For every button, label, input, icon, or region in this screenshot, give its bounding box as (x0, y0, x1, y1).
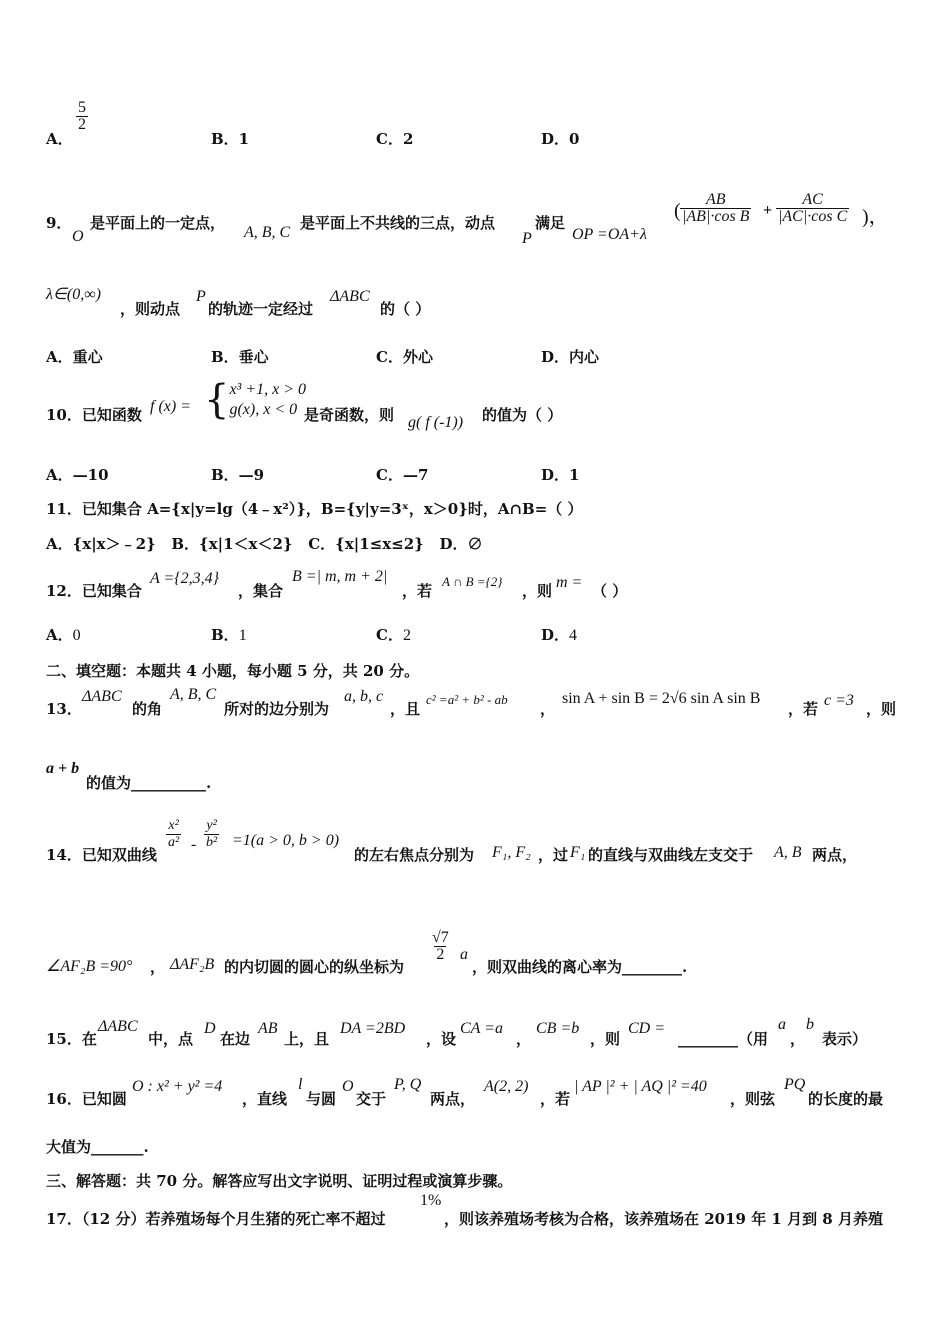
q10-expression: g( f (-1)) (408, 414, 464, 431)
q14-comma: ， (150, 958, 166, 976)
q16-line2: 大值为_______. (46, 1138, 149, 1156)
q16-text: 16．已知圆 (46, 1090, 127, 1108)
fraction-denominator: 2 (436, 946, 445, 963)
fraction-numerator: x² (168, 818, 179, 833)
q15-vector-b: CB =b (536, 1020, 580, 1037)
q15-text: ________（用 (678, 1030, 769, 1048)
option-value: 2 (402, 627, 411, 644)
fraction-denominator: b² (206, 835, 218, 850)
option-label: A． (46, 626, 73, 644)
minus-sign: - (191, 836, 197, 853)
q16-o: O (342, 1078, 354, 1095)
q14-text: 的内切圆的圆心的纵坐标为 (224, 958, 405, 976)
q14-equation: =1(a > 0, b > 0) (232, 832, 340, 849)
q16-line-l: l (298, 1076, 303, 1093)
q9-number: 9． (46, 214, 72, 232)
q13-text: 的角 (132, 700, 163, 718)
q15-text: 中，点 (148, 1030, 194, 1048)
fraction-numerator: 5 (78, 99, 86, 116)
q16-points: P, Q (394, 1076, 422, 1093)
q15-comma: ， (790, 1030, 806, 1048)
q12-text: 12．已知集合 (46, 582, 142, 600)
case-1: x³ +1, x > 0 (229, 381, 307, 398)
q12-text: ，则 (522, 582, 553, 600)
q8-option-b: B．1 (211, 130, 250, 148)
q9-line1 (46, 192, 926, 252)
q12-text: （ ） (592, 582, 628, 600)
q13-sides: a, b, c (344, 688, 384, 705)
q14-text: 两点， (812, 846, 858, 864)
q12-text: ，集合 (238, 582, 284, 600)
q8-option-c: C．2 (376, 130, 414, 148)
fraction-numerator: AB (705, 191, 726, 208)
q15-side: AB (258, 1020, 278, 1037)
fraction-numerator: AC (802, 191, 823, 208)
fraction-denominator: 2 (78, 116, 86, 133)
option-value: 4 (569, 627, 578, 644)
q13-equation-1: c² =a² + b² - ab (426, 692, 508, 707)
q16-circle: O : x² + y² =4 (132, 1078, 223, 1095)
q14-angle: ∠AF₂B =90° (46, 958, 133, 975)
q14-text: 14．已知双曲线 (46, 846, 157, 864)
q14-triangle: ΔAF₂B (170, 956, 215, 973)
q9-point-o: O (72, 228, 84, 245)
q12-option-d (541, 624, 577, 645)
case-2: g(x), x < 0 (229, 401, 298, 418)
option-label: D． (541, 626, 570, 644)
q9-text: 是平面上的一定点， (90, 214, 226, 232)
q15-text: 表示） (822, 1030, 868, 1048)
q16-text: 交于 (356, 1090, 387, 1108)
q13-text: 的值为__________. (86, 774, 212, 792)
q15-text: ，设 (426, 1030, 457, 1048)
fraction-denominator: |AB|·cos B (682, 208, 750, 225)
q11-options: A．{x|x＞﹣2} B．{x|1＜x＜2} C．{x|1≤x≤2} D．∅ (46, 535, 483, 553)
q14-fraction (428, 930, 453, 963)
q15-equation: DA =2BD (340, 1020, 406, 1037)
q9-fraction-1 (678, 192, 753, 225)
q9-option-b: B．垂心 (211, 348, 269, 366)
q9-option-c: C．外心 (376, 348, 433, 366)
q14-fraction-x (164, 818, 183, 851)
q10-option-b: B．—9 (211, 466, 265, 484)
q15-cd: CD = (628, 1020, 666, 1037)
q9-points: A, B, C (244, 224, 291, 241)
q14-line2 (46, 930, 926, 980)
q13-text: 所对的边分别为 (224, 700, 330, 718)
q9-text: 的轨迹一定经过 (208, 300, 314, 318)
q13-sum: a + b (46, 760, 80, 777)
q8-option-a-fraction (74, 100, 90, 133)
q15-b: b (806, 1016, 814, 1033)
q13-line2 (46, 758, 926, 794)
q16-text: 与圆 (306, 1090, 337, 1108)
q9-point-p: P (196, 288, 206, 305)
fraction-numerator: y² (206, 818, 217, 833)
q16-point-a: A(2, 2) (484, 1078, 529, 1095)
q14-text: 的左右焦点分别为 (354, 846, 475, 864)
q12-m: m = (556, 574, 583, 591)
q9-point-p: P (522, 230, 532, 247)
q15-text: 在边 (220, 1030, 251, 1048)
paren-open: ( (674, 200, 681, 222)
q15-line (46, 1014, 926, 1050)
q12-option-c (376, 624, 411, 645)
q16-text: ，若 (540, 1090, 571, 1108)
q10-function: f (x) = (150, 398, 191, 415)
q9-text: ，则动点 (120, 300, 181, 318)
q12-intersection: A ∩ B ={2} (442, 574, 503, 589)
q14-points: A, B (774, 844, 802, 861)
option-label: A． (46, 130, 73, 148)
q9-line2 (46, 284, 926, 324)
q16-equation: | AP |² + | AQ |² =40 (574, 1078, 707, 1095)
q9-text: 的（ ） (380, 300, 431, 318)
q16-text: ，直线 (242, 1090, 288, 1108)
q11-question: 11．已知集合 A={x|y=lg（4﹣x²）}，B={y|y=3ˣ，x＞0}时，A∩B=（ ） (46, 500, 583, 518)
q9-lambda: λ∈(0,∞) (46, 286, 101, 303)
q16-chord: PQ (784, 1076, 806, 1093)
q14-foci: F₁, F₂ (492, 844, 531, 861)
q14-text: ，则双曲线的离心率为________. (472, 958, 688, 976)
q9-option-a: A．重心 (46, 348, 103, 366)
q13-angles: A, B, C (170, 686, 217, 703)
q15-triangle: ΔABC (98, 1018, 138, 1035)
q9-text: 满足 (535, 214, 566, 232)
fraction-denominator: |AC|·cos C (778, 208, 848, 225)
q15-vector-a: CA =a (460, 1020, 503, 1037)
q13-text: ，则 (866, 700, 897, 718)
option-label: B． (211, 626, 239, 644)
section-3-heading: 三、解答题：共 70 分。解答应写出文字说明、证明过程或演算步骤。 (46, 1172, 513, 1190)
q12-set-a: A ={2,3,4} (150, 570, 220, 587)
q15-text: 15．在 (46, 1030, 97, 1048)
q15-text: ，则 (590, 1030, 621, 1048)
paren-close: )， (862, 206, 889, 228)
q9-option-d: D．内心 (541, 348, 600, 366)
q9-text: 是平面上不共线的三点，动点 (300, 214, 496, 232)
q17-text: ，则该养殖场考核为合格，该养殖场在 2019 年 1 月到 8 月养殖 (444, 1210, 883, 1228)
q10-text: 的值为（ ） (482, 406, 563, 424)
q12-text: ，若 (402, 582, 433, 600)
q10-option-a: A．—10 (46, 466, 109, 484)
q13-text: ，若 (788, 700, 819, 718)
q14-text: 的直线与双曲线左支交于 (588, 846, 754, 864)
q13-equation-2: sin A + sin B = 2√6 sin A sin B (562, 690, 761, 707)
q10-option-c: C．—7 (376, 466, 429, 484)
q9-triangle: ΔABC (330, 288, 370, 305)
q15-point-d: D (204, 1020, 216, 1037)
q16-text: 两点， (430, 1090, 476, 1108)
q13-number: 13． (46, 700, 82, 718)
option-value: 1 (238, 627, 247, 644)
q9-equation: OP =OA+λ (572, 226, 647, 243)
q12-option-a (46, 624, 81, 645)
plus-sign: + (763, 202, 773, 219)
q17-line (46, 1192, 926, 1228)
q14-fraction-y (202, 818, 221, 851)
q15-a: a (778, 1016, 786, 1033)
q10-piecewise (204, 377, 307, 423)
q9-fraction-2 (774, 192, 851, 225)
q8-option-a (46, 128, 73, 149)
q10-text: 是奇函数，则 (304, 406, 395, 424)
option-label: C． (376, 626, 403, 644)
q14-focus-1: F₁ (570, 844, 586, 861)
q15-comma: ， (516, 1030, 532, 1048)
q13-comma: ， (540, 700, 556, 718)
q16-text: ，则弦 (730, 1090, 776, 1108)
brace-icon: { (204, 377, 230, 423)
q10-option-d: D．1 (541, 466, 580, 484)
q10-line (46, 378, 926, 438)
q14-a: a (460, 946, 468, 963)
q12-line (46, 566, 926, 602)
q13-triangle: ΔABC (82, 688, 122, 705)
q13-line1 (46, 684, 926, 720)
q14-line1 (46, 818, 926, 868)
fraction-numerator: √7 (432, 929, 449, 946)
section-2-heading: 二、填空题：本题共 4 小题，每小题 5 分，共 20 分。 (46, 662, 420, 680)
q8-option-d: D．0 (541, 130, 580, 148)
q10-text: 10．已知函数 (46, 406, 142, 424)
q15-text: 上，且 (284, 1030, 330, 1048)
q14-text: ，过 (538, 846, 569, 864)
q16-text: 的长度的最 (808, 1090, 884, 1108)
option-value: 0 (72, 627, 81, 644)
q17-text: 17．（12 分）若养殖场每个月生猪的死亡率不超过 (46, 1210, 386, 1228)
q12-option-b (211, 624, 247, 645)
q13-c-value: c =3 (824, 692, 854, 709)
fraction-denominator: a² (168, 835, 180, 850)
q13-text: ，且 (390, 700, 421, 718)
q17-percent: 1% (420, 1192, 442, 1209)
q16-line1 (46, 1074, 926, 1110)
q12-set-b: B =| m, m + 2| (292, 568, 388, 585)
